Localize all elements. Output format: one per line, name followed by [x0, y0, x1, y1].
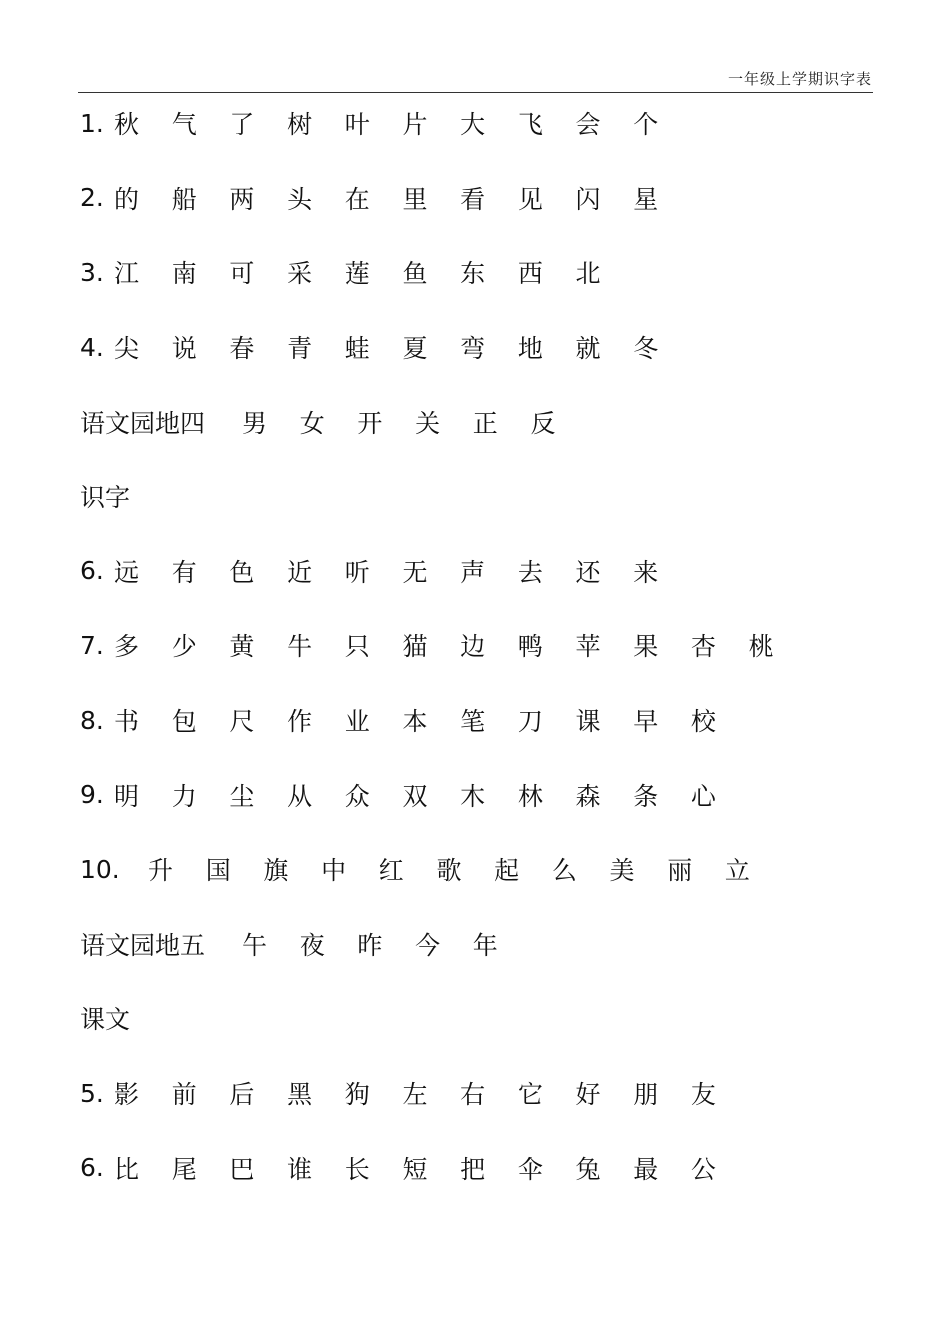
character-row	[80, 608, 870, 683]
character: 只	[344, 632, 370, 662]
character: 北	[575, 259, 601, 289]
row-label: 6.	[80, 1153, 104, 1183]
character: 秋	[114, 110, 140, 140]
character: 夜	[299, 930, 325, 960]
row-label: 识字	[80, 483, 131, 513]
character: 树	[287, 110, 313, 140]
character: 无	[402, 557, 428, 587]
character: 立	[724, 856, 750, 886]
character-row	[80, 86, 870, 161]
character-row	[80, 534, 870, 609]
character: 巴	[229, 1154, 255, 1184]
character: 黑	[287, 1080, 313, 1110]
character: 后	[229, 1080, 255, 1110]
row-label: 1.	[80, 108, 104, 138]
row-label: 10.	[80, 854, 120, 884]
character: 丽	[667, 856, 693, 886]
character: 好	[575, 1080, 601, 1110]
character: 闪	[575, 184, 601, 214]
character: 它	[517, 1080, 543, 1110]
row-label: 3.	[80, 257, 104, 287]
character: 春	[229, 334, 255, 364]
character-row	[80, 310, 870, 385]
character: 色	[229, 557, 255, 587]
character: 气	[171, 110, 197, 140]
character: 大	[460, 110, 486, 140]
character: 尖	[114, 334, 140, 364]
character: 左	[402, 1080, 428, 1110]
character: 有	[171, 557, 197, 587]
character: 采	[287, 259, 313, 289]
character: 年	[472, 930, 498, 960]
character-row	[80, 981, 870, 1056]
character: 校	[690, 707, 716, 737]
character: 美	[609, 856, 635, 886]
character: 起	[494, 856, 520, 886]
character: 森	[575, 781, 601, 811]
character: 国	[205, 856, 231, 886]
character: 叶	[344, 110, 370, 140]
character: 前	[171, 1080, 197, 1110]
character: 里	[402, 184, 428, 214]
character: 最	[633, 1154, 659, 1184]
character: 近	[287, 557, 313, 587]
character: 书	[114, 707, 140, 737]
character: 比	[114, 1154, 140, 1184]
character: 黄	[229, 632, 255, 662]
character: 友	[690, 1080, 716, 1110]
character: 说	[171, 334, 197, 364]
character: 么	[551, 856, 577, 886]
character: 来	[633, 557, 659, 587]
character: 去	[517, 557, 543, 587]
character: 笔	[460, 707, 486, 737]
character: 包	[171, 707, 197, 737]
character: 地	[517, 334, 543, 364]
character: 桃	[748, 632, 774, 662]
character: 青	[287, 334, 313, 364]
character: 公	[690, 1154, 716, 1184]
character: 个	[633, 110, 659, 140]
character: 果	[633, 632, 659, 662]
character: 兔	[575, 1154, 601, 1184]
row-label: 8.	[80, 705, 104, 735]
character-row	[80, 459, 870, 534]
character: 长	[344, 1154, 370, 1184]
character: 明	[114, 781, 140, 811]
character: 星	[633, 184, 659, 214]
character-row	[80, 757, 870, 832]
character: 双	[402, 781, 428, 811]
character-row	[80, 384, 870, 459]
character: 鸭	[517, 632, 543, 662]
character: 朋	[633, 1080, 659, 1110]
character: 升	[148, 856, 174, 886]
character-row	[80, 832, 870, 907]
character: 红	[378, 856, 404, 886]
character: 右	[460, 1080, 486, 1110]
character: 冬	[633, 334, 659, 364]
row-label: 2.	[80, 183, 104, 213]
character: 午	[242, 930, 268, 960]
character: 开	[357, 408, 383, 438]
character: 本	[402, 707, 428, 737]
row-label: 语文园地四	[80, 408, 206, 438]
character: 看	[460, 184, 486, 214]
character: 尾	[171, 1154, 197, 1184]
character: 南	[171, 259, 197, 289]
character: 林	[517, 781, 543, 811]
character: 歌	[436, 856, 462, 886]
character: 飞	[517, 110, 543, 140]
row-label: 9.	[80, 780, 104, 810]
character: 木	[460, 781, 486, 811]
character: 昨	[357, 930, 383, 960]
character: 两	[229, 184, 255, 214]
character-row	[80, 1130, 870, 1205]
character: 刀	[517, 707, 543, 737]
character: 苹	[575, 632, 601, 662]
row-label: 7.	[80, 630, 104, 660]
character: 课	[575, 707, 601, 737]
character: 谁	[287, 1154, 313, 1184]
character: 早	[633, 707, 659, 737]
character: 把	[460, 1154, 486, 1184]
header-title: 一年级上学期识字表	[727, 70, 872, 88]
character-row	[80, 1056, 870, 1131]
character: 反	[530, 408, 556, 438]
character-row	[80, 161, 870, 236]
character: 夏	[402, 334, 428, 364]
character: 杏	[690, 632, 716, 662]
character: 旗	[263, 856, 289, 886]
character: 片	[402, 110, 428, 140]
row-label: 课文	[80, 1005, 131, 1035]
character: 会	[575, 110, 601, 140]
character: 影	[114, 1080, 140, 1110]
character: 莲	[344, 259, 370, 289]
row-label: 语文园地五	[80, 930, 206, 960]
character: 头	[287, 184, 313, 214]
character: 少	[171, 632, 197, 662]
character: 尺	[229, 707, 255, 737]
character: 声	[460, 557, 486, 587]
character: 的	[114, 184, 140, 214]
character: 众	[344, 781, 370, 811]
character: 可	[229, 259, 255, 289]
character: 女	[299, 408, 325, 438]
row-label: 5.	[80, 1078, 104, 1108]
character: 就	[575, 334, 601, 364]
character: 男	[242, 408, 268, 438]
character: 鱼	[402, 259, 428, 289]
character: 猫	[402, 632, 428, 662]
character: 条	[633, 781, 659, 811]
character: 从	[287, 781, 313, 811]
character-row	[80, 235, 870, 310]
character: 关	[415, 408, 441, 438]
character: 船	[171, 184, 197, 214]
character: 了	[229, 110, 255, 140]
character: 今	[415, 930, 441, 960]
character: 远	[114, 557, 140, 587]
character-row	[80, 907, 870, 982]
character: 多	[114, 632, 140, 662]
character: 弯	[460, 334, 486, 364]
character: 心	[690, 781, 716, 811]
character: 在	[344, 184, 370, 214]
character: 见	[517, 184, 543, 214]
character: 短	[402, 1154, 428, 1184]
character: 伞	[517, 1154, 543, 1184]
character: 东	[460, 259, 486, 289]
row-label: 4.	[80, 332, 104, 362]
character: 狗	[344, 1080, 370, 1110]
character: 听	[344, 557, 370, 587]
character: 中	[321, 856, 347, 886]
character: 业	[344, 707, 370, 737]
character: 边	[460, 632, 486, 662]
character: 正	[472, 408, 498, 438]
character: 作	[287, 707, 313, 737]
character-list	[80, 86, 870, 1205]
character: 蛙	[344, 334, 370, 364]
character: 江	[114, 259, 140, 289]
row-label: 6.	[80, 556, 104, 586]
character: 还	[575, 557, 601, 587]
character: 力	[171, 781, 197, 811]
character: 牛	[287, 632, 313, 662]
character: 尘	[229, 781, 255, 811]
character-row	[80, 683, 870, 758]
character: 西	[517, 259, 543, 289]
